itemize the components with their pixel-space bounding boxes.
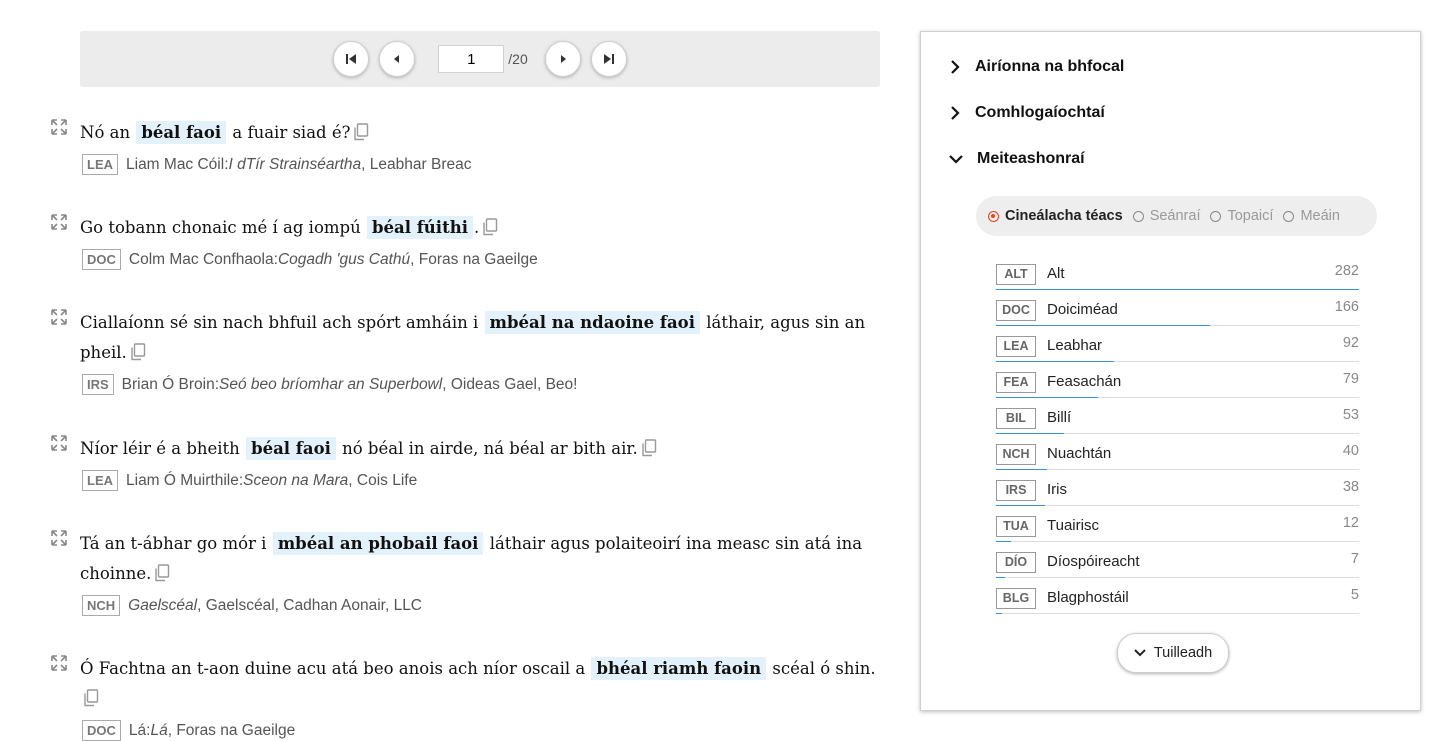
- result-source: [80, 249, 880, 270]
- text-type-row[interactable]: [996, 542, 1359, 578]
- text-type-label: Tuairisc: [1047, 517, 1099, 534]
- expand-icon[interactable]: [50, 213, 68, 231]
- text-type-count: 40: [1342, 443, 1359, 459]
- skip-first-icon: [344, 52, 358, 66]
- page-total: /20: [508, 51, 528, 67]
- text-type-label: Billí: [1047, 409, 1072, 426]
- sentence-pre: Nó an: [80, 123, 136, 142]
- result-sentence: [80, 529, 880, 589]
- text-type-label: Alt: [1047, 265, 1065, 282]
- result-source: [80, 154, 880, 175]
- sentence-pre: Ó Fachtna an t-aon duine acu atá beo anois ach níor oscail a: [80, 659, 591, 678]
- source-publisher: , Leabhar Breac: [361, 155, 472, 173]
- text-type-tag: DOC: [996, 300, 1036, 321]
- chevron-down-icon: [949, 153, 963, 165]
- text-type-count: 38: [1342, 479, 1359, 495]
- text-type-count: 7: [1350, 551, 1359, 567]
- text-type-tag: BLG: [996, 588, 1036, 609]
- text-type-count: 5: [1350, 587, 1359, 603]
- text-type-tag: NCH: [996, 444, 1036, 465]
- expand-icon[interactable]: [50, 654, 68, 672]
- result-item: [50, 529, 880, 616]
- result-sentence: [80, 654, 880, 714]
- copy-icon[interactable]: [482, 218, 498, 236]
- result-source: [80, 595, 880, 616]
- text-type-label: Díospóireacht: [1047, 553, 1140, 570]
- text-type-count: 53: [1342, 407, 1359, 423]
- highlighted-phrase: mbéal an phobail faoi: [273, 532, 484, 555]
- source-title: I dTír Strainséartha: [228, 155, 362, 173]
- result-item: [50, 118, 880, 175]
- result-sentence: [80, 308, 880, 368]
- text-type-count: 92: [1342, 335, 1359, 351]
- text-type-count: 79: [1342, 371, 1359, 387]
- sentence-post: láthair, agus sin an pheil.: [80, 313, 866, 362]
- section-word-properties[interactable]: [949, 58, 1124, 76]
- text-type-tag: FEA: [996, 372, 1036, 393]
- radio-icon: [1283, 211, 1294, 222]
- text-type-row[interactable]: [996, 578, 1359, 614]
- source-title: Seó beo bríomhar an Superbowl: [219, 375, 443, 393]
- source-author: Colm Mac Confhaola:: [128, 250, 278, 268]
- chevron-right-icon: [949, 106, 961, 120]
- source-type-tag: NCH: [82, 595, 120, 616]
- previous-page-button[interactable]: [379, 41, 415, 77]
- radio-genres[interactable]: [1133, 208, 1201, 224]
- result-item: [50, 654, 880, 741]
- expand-icon[interactable]: [50, 529, 68, 547]
- result-item: [50, 434, 880, 491]
- next-page-button[interactable]: [545, 41, 581, 77]
- radio-icon: [1210, 211, 1221, 222]
- metadata-radio-group: [976, 196, 1377, 236]
- sentence-post: scéal ó shin.: [767, 659, 876, 678]
- copy-icon[interactable]: [641, 439, 657, 457]
- text-type-tag: LEA: [996, 336, 1036, 357]
- section-metadata[interactable]: [949, 150, 1085, 168]
- source-author: Liam Mac Cóil:: [126, 155, 229, 173]
- text-type-row[interactable]: [996, 326, 1359, 362]
- chevron-right-icon: [949, 60, 961, 74]
- sentence-pre: Ciallaíonn sé sin nach bhfuil ach spórt amháin i: [80, 313, 484, 332]
- source-type-tag: LEA: [82, 154, 118, 175]
- source-title: Cogadh 'gus Cathú: [277, 250, 411, 268]
- section-label: Meiteashonraí: [977, 150, 1085, 167]
- copy-icon[interactable]: [154, 564, 170, 582]
- text-type-label: Iris: [1047, 481, 1067, 498]
- source-author: Brian Ó Broin:: [121, 375, 220, 393]
- expand-icon[interactable]: [50, 308, 68, 326]
- result-item: [50, 308, 880, 395]
- radio-topics[interactable]: [1210, 208, 1273, 224]
- copy-icon[interactable]: [83, 689, 99, 707]
- source-publisher: , Gaelscéal, Cadhan Aonair, LLC: [197, 596, 423, 614]
- text-type-row[interactable]: [996, 398, 1359, 434]
- highlighted-phrase: mbéal na ndaoine faoi: [485, 311, 700, 334]
- highlighted-phrase: béal fúithi: [367, 216, 473, 239]
- filter-panel: [920, 31, 1421, 711]
- radio-label: Seánraí: [1149, 208, 1201, 224]
- result-source: [80, 374, 880, 395]
- last-page-button[interactable]: [591, 41, 627, 77]
- section-label: Airíonna na bhfocal: [975, 58, 1125, 75]
- sentence-post: nó béal in airde, ná béal ar bith air.: [336, 439, 638, 458]
- caret-left-icon: [392, 53, 402, 65]
- section-collocations[interactable]: [949, 104, 1105, 122]
- first-page-button[interactable]: [333, 41, 369, 77]
- text-type-label: Nuachtán: [1047, 445, 1112, 462]
- text-type-label: Blagphostáil: [1047, 589, 1129, 606]
- source-publisher: , Foras na Gaeilge: [167, 721, 296, 739]
- text-type-count: 282: [1334, 263, 1359, 279]
- page-number-input[interactable]: [438, 45, 504, 73]
- radio-icon: [1133, 211, 1144, 222]
- copy-icon[interactable]: [353, 123, 369, 141]
- sentence-pre: Tá an t-ábhar go mór i: [80, 534, 272, 553]
- text-type-row[interactable]: [996, 506, 1359, 542]
- result-source: [80, 720, 880, 741]
- radio-media[interactable]: [1283, 208, 1340, 224]
- caret-right-icon: [558, 53, 568, 65]
- text-type-row[interactable]: [996, 254, 1359, 290]
- highlighted-phrase: béal faoi: [246, 437, 336, 460]
- sentence-pre: Go tobann chonaic mé í ag iompú: [80, 218, 366, 237]
- text-type-count: 12: [1342, 515, 1359, 531]
- source-type-tag: DOC: [82, 249, 121, 270]
- source-author: Liam Ó Muirthile:: [126, 471, 244, 489]
- result-sentence: [80, 434, 880, 464]
- result-sentence: [80, 213, 880, 243]
- skip-last-icon: [602, 52, 616, 66]
- source-publisher: , Cois Life: [348, 471, 418, 489]
- sentence-pre: Níor léir é a bheith: [80, 439, 246, 458]
- result-sentence: [80, 118, 880, 148]
- source-type-tag: DOC: [82, 720, 121, 741]
- result-item: [50, 213, 880, 270]
- copy-icon[interactable]: [130, 343, 146, 361]
- source-title: Gaelscéal: [128, 596, 198, 614]
- expand-icon[interactable]: [50, 434, 68, 452]
- text-type-label: Leabhar: [1047, 337, 1103, 354]
- source-title: Sceon na Mara: [243, 471, 349, 489]
- expand-icon[interactable]: [50, 118, 68, 136]
- highlighted-phrase: bhéal riamh faoin: [591, 657, 766, 680]
- text-type-row[interactable]: [996, 470, 1359, 506]
- text-type-tag: TUA: [996, 516, 1036, 537]
- text-type-tag: IRS: [996, 480, 1036, 501]
- radio-label: Cineálacha téacs: [1005, 208, 1123, 224]
- pagination-bar: [80, 31, 880, 87]
- text-type-row[interactable]: [996, 290, 1359, 326]
- result-source: [80, 470, 880, 491]
- source-publisher: , Foras na Gaeilge: [410, 250, 538, 268]
- section-label: Comhlogaíochtaí: [975, 104, 1105, 121]
- source-title: Lá: [150, 721, 168, 739]
- chevron-down-icon: [1134, 648, 1146, 658]
- row-divider: [996, 613, 1359, 614]
- more-label: Tuilleadh: [1153, 645, 1213, 661]
- highlighted-phrase: béal faoi: [136, 121, 226, 144]
- source-publisher: , Oideas Gael, Beo!: [442, 375, 578, 393]
- radio-selected-icon: [988, 211, 999, 222]
- source-author: Lá:: [128, 721, 151, 739]
- text-type-count: 166: [1334, 299, 1359, 315]
- radio-label: Topaicí: [1227, 208, 1274, 224]
- count-bar: [996, 613, 1002, 614]
- text-type-label: Feasachán: [1047, 373, 1122, 390]
- text-type-tag: DÍO: [996, 552, 1036, 573]
- text-type-tag: ALT: [996, 264, 1036, 285]
- text-type-label: Doiciméad: [1047, 301, 1118, 318]
- sentence-post: láthair agus polaiteoirí ina measc sin atá ina choinne.: [80, 534, 863, 583]
- text-type-tag: BIL: [996, 408, 1036, 429]
- text-type-row[interactable]: [996, 362, 1359, 398]
- source-type-tag: LEA: [82, 470, 118, 491]
- more-button[interactable]: [1117, 633, 1229, 673]
- source-type-tag: IRS: [82, 374, 114, 395]
- radio-label: Meáin: [1300, 208, 1340, 224]
- sentence-post: .: [473, 218, 480, 237]
- radio-text-types[interactable]: [988, 208, 1123, 224]
- sentence-post: a fuair siad é?: [227, 123, 351, 142]
- text-type-row[interactable]: [996, 434, 1359, 470]
